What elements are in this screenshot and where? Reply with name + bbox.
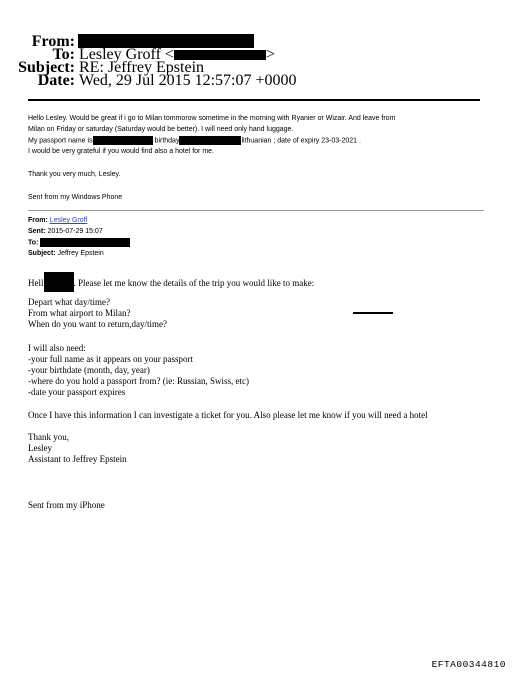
need-item-1: -your full name as it appears on your passport bbox=[28, 354, 193, 364]
reply-line-1: Hello Lesley. Would be great if i go to Milan tommorow sometime in the morning with Ryanier or Wizair. And leave from bbox=[28, 115, 396, 122]
header-subject-row bbox=[0, 59, 512, 76]
signoff-name: Lesley bbox=[28, 443, 52, 453]
question-return: When do you want to return,day/time? bbox=[28, 319, 167, 329]
header-date-label: Date: bbox=[37, 72, 75, 89]
original-signature: Sent from my iPhone bbox=[28, 500, 105, 510]
reply-line-4: I would be very grateful if you would find also a hotel for me. bbox=[28, 148, 214, 155]
header-to-name: Lesley Groff < bbox=[79, 46, 174, 63]
birthday-label: birthday bbox=[154, 137, 180, 145]
header-to-close: > bbox=[265, 46, 275, 63]
original-greeting bbox=[28, 272, 314, 292]
redaction-block bbox=[93, 136, 153, 145]
header-from-row bbox=[0, 33, 512, 50]
question-depart: Depart what day/time? bbox=[28, 297, 110, 307]
quoted-subject-row bbox=[28, 249, 104, 258]
quoted-sent-row bbox=[28, 227, 103, 236]
redaction-block bbox=[40, 238, 130, 247]
signoff-title: Assistant to Jeffrey Epstein bbox=[28, 454, 127, 464]
need-item-3: -where do you hold a passport from? (ie: Russian, Swiss, etc) bbox=[28, 376, 249, 386]
quoted-from-label: From: bbox=[28, 217, 48, 224]
question-airport: From what airport to Milan? bbox=[28, 308, 131, 318]
header-to-row bbox=[0, 46, 512, 63]
quoted-sent-value: 2015-07-29 15:07 bbox=[47, 228, 103, 235]
reply-signature: Sent from my Windows Phone bbox=[28, 194, 123, 201]
quoted-to-label: To: bbox=[28, 239, 39, 247]
greeting-rest: . Please let me know the details of the trip you would like to make: bbox=[73, 278, 315, 288]
need-heading: I will also need: bbox=[28, 343, 86, 353]
sender-link[interactable]: Lesley Groff bbox=[49, 217, 88, 224]
quoted-subject-value: Jeffrey Epstein bbox=[57, 250, 104, 257]
reply-line-3 bbox=[28, 136, 361, 145]
header-subject-value: RE: Jeffrey Epstein bbox=[79, 59, 205, 76]
header-subject-label: Subject: bbox=[18, 59, 75, 76]
need-item-4: -date your passport expires bbox=[28, 387, 126, 397]
redaction-line bbox=[353, 312, 393, 314]
quoted-from-row bbox=[28, 216, 87, 225]
bates-number: EFTA00344810 bbox=[431, 659, 506, 670]
header-date-value: Wed, 29 Jul 2015 12:57:07 +0000 bbox=[79, 72, 297, 89]
reply-thanks: Thank you very much, Lesley. bbox=[28, 171, 121, 178]
signoff-thanks: Thank you, bbox=[28, 432, 69, 442]
redaction-block bbox=[179, 136, 241, 145]
quote-divider bbox=[28, 210, 484, 211]
reply-line-2: Milan on Friday or saturday (Saturday would be better). I will need only hand luggage. bbox=[28, 126, 294, 133]
need-item-2: -your birthdate (month, day, year) bbox=[28, 365, 150, 375]
quoted-subject-label: Subject: bbox=[28, 250, 56, 257]
quoted-sent-label: Sent: bbox=[28, 228, 46, 235]
header-date-row bbox=[0, 72, 512, 89]
passport-name-label: My passport name is bbox=[28, 137, 93, 145]
greeting-start: Hell bbox=[28, 278, 44, 288]
quoted-to-row bbox=[28, 238, 130, 247]
header-to-label: To: bbox=[52, 46, 75, 63]
closing-line: Once I have this information I can investigate a ticket for you. Also please let me know if you will need a hotel bbox=[28, 410, 428, 420]
header-divider bbox=[28, 99, 480, 101]
nationality-expiry: lithuanian ; date of expiry 23-03-2021 . bbox=[241, 137, 361, 145]
header-from-label: From: bbox=[31, 33, 75, 50]
redaction-block bbox=[44, 272, 74, 292]
